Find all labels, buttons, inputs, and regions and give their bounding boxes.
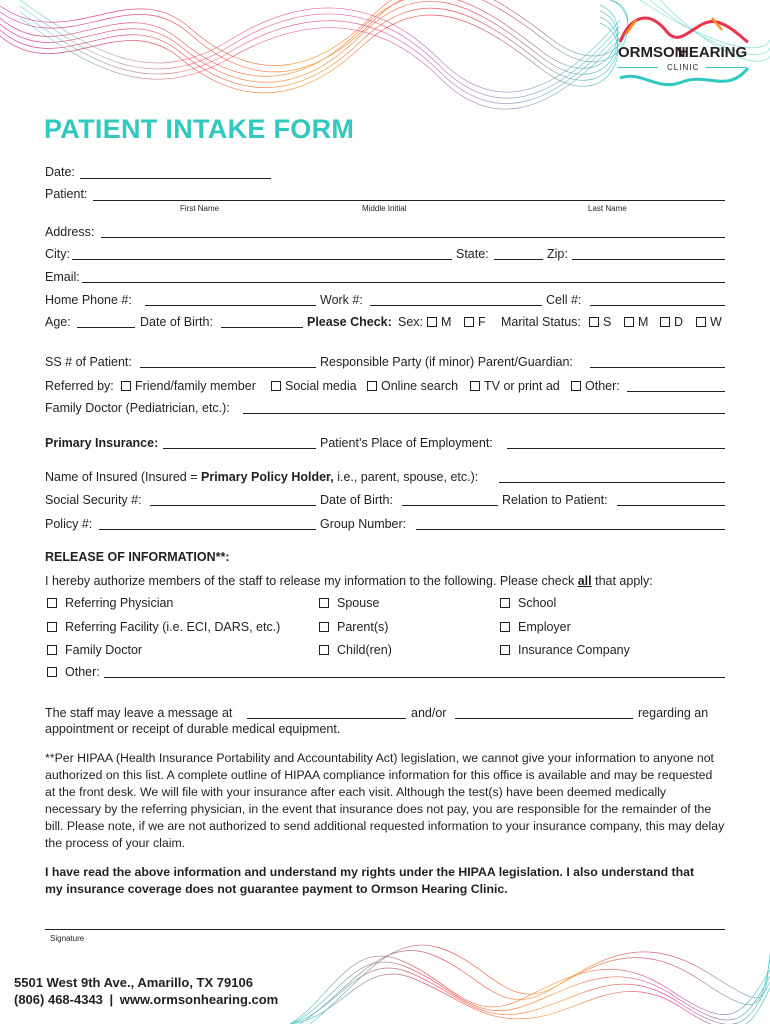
message-text-c: appointment or receipt of durable medical equipment.: [45, 722, 341, 736]
state-label: State:: [456, 247, 489, 261]
work-phone-label: Work #:: [320, 293, 363, 307]
address-label: Address:: [45, 225, 95, 239]
employment-label: Patient’s Place of Employment:: [320, 436, 493, 450]
message-text-a: The staff may leave a message at: [45, 706, 233, 720]
family-doctor-field[interactable]: [243, 413, 725, 414]
marital-d-option[interactable]: [660, 316, 683, 329]
referring-facility-checkbox[interactable]: [47, 622, 57, 632]
insured-dob-label: Date of Birth:: [320, 493, 393, 507]
insured-label: [45, 471, 478, 484]
release-other-field[interactable]: [104, 677, 725, 678]
referral-other-option[interactable]: [571, 380, 620, 393]
insured-ss-label: Social Security #:: [45, 493, 142, 507]
cell-phone-field[interactable]: [590, 305, 725, 306]
release-option-family-doctor[interactable]: [47, 644, 142, 657]
employment-field[interactable]: [507, 448, 725, 449]
logo-rule-left: [618, 67, 658, 68]
referral-online-option[interactable]: [367, 380, 458, 393]
age-label: Age:: [45, 315, 71, 329]
signature-field[interactable]: [45, 929, 725, 930]
home-phone-field[interactable]: [145, 305, 316, 306]
address-field[interactable]: [101, 237, 725, 238]
family-doctor-checkbox[interactable]: [47, 645, 57, 655]
responsible-party-label: Responsible Party (if minor) Parent/Guardian:: [320, 355, 573, 369]
sex-f-option[interactable]: [464, 316, 486, 329]
ss-label: SS # of Patient:: [45, 355, 132, 369]
school-checkbox[interactable]: [500, 598, 510, 608]
release-option-referring-physician[interactable]: [47, 597, 173, 610]
primary-insurance-field[interactable]: [163, 448, 316, 449]
referral-friend-text: Friend/family member: [135, 379, 256, 393]
sex-m-checkbox[interactable]: [427, 317, 437, 327]
age-field[interactable]: [77, 327, 135, 328]
footer-wave-art: [290, 940, 770, 1024]
insurance-company-text: Insurance Company: [518, 643, 630, 657]
last-name-caption: Last Name: [588, 204, 627, 213]
employer-checkbox[interactable]: [500, 622, 510, 632]
email-field[interactable]: [82, 282, 725, 283]
dob-field[interactable]: [221, 327, 303, 328]
release-option-parents[interactable]: [319, 621, 388, 634]
release-option-school[interactable]: [500, 597, 556, 610]
footer-address: 5501 West 9th Ave., Amarillo, TX 79106: [14, 975, 253, 990]
insured-ss-field[interactable]: [150, 505, 316, 506]
insured-name-field[interactable]: [499, 482, 725, 483]
clinic-logo: [612, 12, 752, 92]
city-label: City:: [45, 247, 70, 261]
marital-label: Marital Status:: [501, 315, 581, 329]
group-number-label: Group Number:: [320, 517, 407, 531]
footer-separator: |: [109, 992, 114, 1007]
marital-s-text: S: [603, 315, 612, 329]
marital-d-text: D: [674, 315, 684, 329]
footer-website-link[interactable]: www.ormsonhearing.com: [119, 992, 279, 1007]
referred-by-label: Referred by:: [45, 379, 114, 393]
responsible-party-field[interactable]: [590, 367, 725, 368]
referral-other-field[interactable]: [627, 391, 725, 392]
release-option-spouse[interactable]: [319, 597, 379, 610]
marital-d-checkbox[interactable]: [660, 317, 670, 327]
signature-caption: Signature: [50, 934, 85, 943]
form-title: PATIENT INTAKE FORM: [44, 114, 355, 144]
referring-facility-text: Referring Facility (i.e. ECI, DARS, etc.): [65, 620, 281, 634]
policy-field[interactable]: [99, 529, 316, 530]
referral-social-checkbox[interactable]: [271, 381, 281, 391]
spouse-checkbox[interactable]: [319, 598, 329, 608]
referral-tv-text: TV or print ad: [484, 379, 560, 393]
marital-m-option[interactable]: [624, 316, 648, 329]
children-text: Child(ren): [337, 643, 392, 657]
message-text-b: regarding an: [638, 706, 709, 720]
marital-m-text: M: [638, 315, 649, 329]
release-other-checkbox[interactable]: [47, 667, 57, 677]
parents-checkbox[interactable]: [319, 622, 329, 632]
sex-label: Sex:: [398, 315, 424, 329]
release-intro-text-a: I hereby authorize members of the staff to release my information to the following. Please check: [45, 574, 575, 588]
release-intro-text-b: that apply:: [595, 574, 653, 588]
dob-label: Date of Birth:: [140, 315, 213, 329]
referral-social-option[interactable]: [271, 380, 357, 393]
ss-field[interactable]: [140, 367, 316, 368]
referral-other-checkbox[interactable]: [571, 381, 581, 391]
middle-initial-caption: Middle Initial: [362, 204, 407, 213]
school-text: School: [518, 596, 557, 610]
acknowledgement-text: I have read the above information and understand my rights under the HIPAA legislation. I also understand that my insurance coverage does not guarantee payment to Ormson Hearing Clinic.: [45, 865, 695, 896]
first-name-caption: First Name: [180, 204, 220, 213]
email-label: Email:: [45, 270, 80, 284]
insured-label-suffix: i.e., parent, spouse, etc.):: [337, 470, 479, 484]
footer-phone: (806) 468-4343: [14, 992, 103, 1007]
release-heading: RELEASE OF INFORMATION**:: [45, 550, 230, 564]
date-label: Date:: [45, 165, 75, 179]
referral-online-checkbox[interactable]: [367, 381, 377, 391]
state-field[interactable]: [494, 259, 543, 260]
patient-name-field[interactable]: [93, 200, 725, 201]
release-option-insurance[interactable]: [500, 644, 630, 657]
home-phone-label: Home Phone #:: [45, 293, 132, 307]
release-family-doctor-text: Family Doctor: [65, 643, 143, 657]
relation-field[interactable]: [617, 505, 725, 506]
release-option-children[interactable]: [319, 644, 392, 657]
sex-m-text: M: [441, 315, 452, 329]
family-doctor-label: Family Doctor (Pediatrician, etc.):: [45, 401, 230, 415]
release-option-employer[interactable]: [500, 621, 571, 634]
hipaa-paragraph: **Per HIPAA (Health Insurance Portability and Accountability Act) legislation, we cannot give your information to anyone not authorized on this list. A complete outline of HIPAA compliance information for this office is available and may be requested at the front desk. We will file with your insurance after each visit. Although the test(s) have been deemed medically necessary by the referring physician, in the event that insurance does not pay, you are responsible for the remainder of the bill. Please note, if we are not authorized to send additional requested information to your insurance company, this may delay the process of your claim.: [45, 751, 725, 850]
marital-w-option[interactable]: [696, 316, 722, 329]
referral-social-text: Social media: [285, 379, 357, 393]
marital-s-option[interactable]: [589, 316, 611, 329]
patient-label: Patient:: [45, 187, 88, 201]
logo-rule-right: [706, 67, 746, 68]
referral-online-text: Online search: [381, 379, 459, 393]
date-field[interactable]: [80, 178, 271, 179]
message-phone-1-field[interactable]: [247, 718, 406, 719]
please-check-label: Please Check:: [307, 315, 392, 329]
insured-label-prefix: Name of Insured (Insured =: [45, 470, 198, 484]
message-phone-2-field[interactable]: [455, 718, 633, 719]
release-option-other[interactable]: [47, 666, 100, 679]
employer-text: Employer: [518, 620, 571, 634]
marital-w-checkbox[interactable]: [696, 317, 706, 327]
referral-tv-option[interactable]: [470, 380, 560, 393]
message-andor: and/or: [411, 706, 447, 720]
policy-label: Policy #:: [45, 517, 93, 531]
sex-f-checkbox[interactable]: [464, 317, 474, 327]
zip-field[interactable]: [572, 259, 725, 260]
logo-text-ormson: ORMSON: [618, 44, 686, 61]
city-field[interactable]: [72, 259, 452, 260]
referral-friend-checkbox[interactable]: [121, 381, 131, 391]
zip-label: Zip:: [547, 247, 568, 261]
referral-tv-checkbox[interactable]: [470, 381, 480, 391]
primary-insurance-label: Primary Insurance:: [45, 436, 159, 450]
referring-physician-checkbox[interactable]: [47, 598, 57, 608]
referral-other-text: Other:: [585, 379, 620, 393]
sex-m-option[interactable]: [427, 316, 451, 329]
work-phone-field[interactable]: [370, 305, 542, 306]
footer-contact: [14, 993, 278, 1006]
referral-friend-option[interactable]: [121, 380, 256, 393]
insured-label-bold: Primary Policy Holder,: [201, 470, 334, 484]
parents-text: Parent(s): [337, 620, 389, 634]
referring-physician-text: Referring Physician: [65, 596, 174, 610]
release-other-text: Other:: [65, 665, 100, 679]
children-checkbox[interactable]: [319, 645, 329, 655]
insurance-company-checkbox[interactable]: [500, 645, 510, 655]
logo-text-clinic: CLINIC: [667, 63, 700, 72]
marital-w-text: W: [710, 315, 722, 329]
release-intro: [45, 575, 653, 588]
release-option-referring-facility[interactable]: [47, 621, 280, 634]
cell-phone-label: Cell #:: [546, 293, 582, 307]
spouse-text: Spouse: [337, 596, 380, 610]
marital-s-checkbox[interactable]: [589, 317, 599, 327]
marital-m-checkbox[interactable]: [624, 317, 634, 327]
logo-text-hearing: HEARING: [678, 44, 748, 61]
relation-label: Relation to Patient:: [502, 493, 608, 507]
group-number-field[interactable]: [416, 529, 725, 530]
release-intro-all: all: [577, 574, 592, 588]
sex-f-text: F: [478, 315, 486, 329]
insured-dob-field[interactable]: [402, 505, 498, 506]
